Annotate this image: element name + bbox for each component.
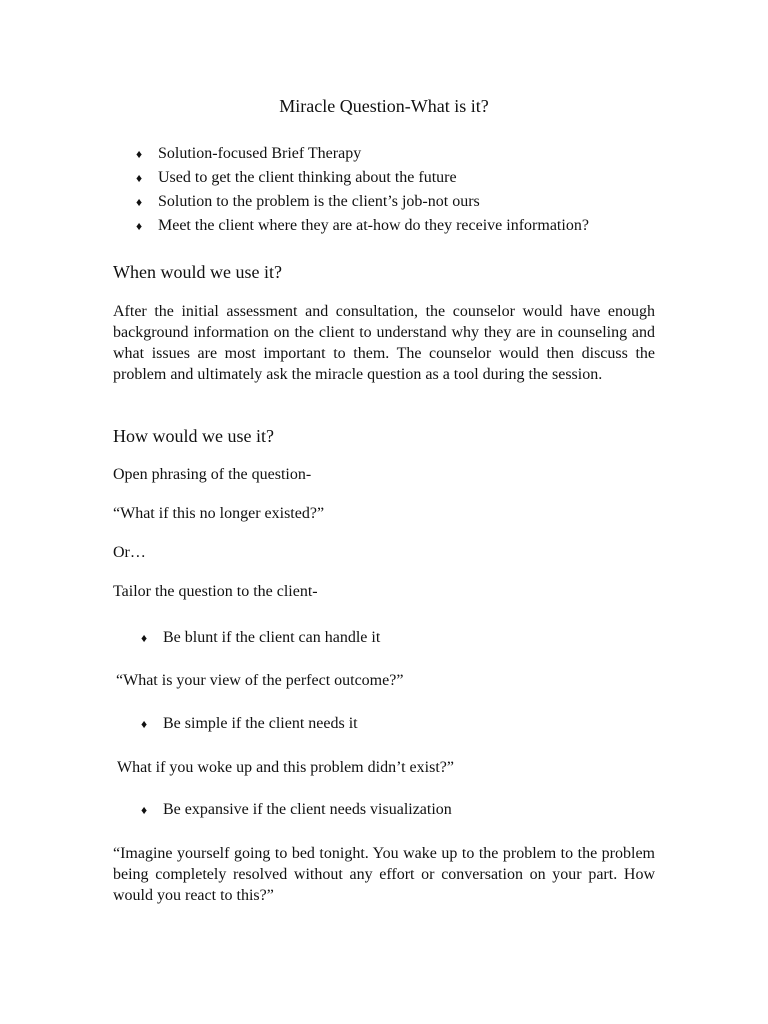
expansive-quote: “Imagine yourself going to bed tonight. You wake up to the problem to the problem being completely resolved without any effort or conversation on your part. How would you react to this?”: [113, 845, 655, 904]
diamond-bullet-icon: ♦: [136, 171, 143, 185]
diamond-bullet-icon: ♦: [141, 803, 148, 817]
section-heading-when: When would we use it?: [113, 262, 282, 282]
open-phrasing-text: Open phrasing of the question-: [113, 466, 312, 483]
list-item-text: Solution-focused Brief Therapy: [158, 145, 362, 162]
diamond-bullet-icon: ♦: [141, 631, 148, 645]
list-item-text: Solution to the problem is the client’s job-not ours: [158, 193, 480, 210]
list-item: [136, 190, 589, 214]
tailor-text: Tailor the question to the client-: [113, 583, 318, 600]
section-heading-how: How would we use it?: [113, 426, 274, 446]
list-item-text: Be blunt if the client can handle it: [163, 629, 381, 646]
diamond-bullet-icon: ♦: [136, 219, 143, 233]
simple-quote: What if you woke up and this problem didn’t exist?”: [117, 759, 454, 776]
open-phrasing-quote: “What if this no longer existed?”: [113, 505, 325, 522]
list-item: [136, 166, 589, 190]
list-item-text: Meet the client where they are at-how do they receive information?: [158, 217, 589, 234]
list-item-text: Used to get the client thinking about the future: [158, 169, 457, 186]
list-item: [136, 142, 589, 166]
expansive-bullet: [141, 800, 452, 820]
diamond-bullet-icon: ♦: [136, 195, 143, 209]
simple-bullet: [141, 714, 358, 734]
or-text: Or…: [113, 544, 146, 561]
when-paragraph: After the initial assessment and consultation, the counselor would have enough background information on the client to understand why they are in counseling and what issues are most important to them. The counselor would then discuss the problem and ultimately ask the miracle question as a tool during the session.: [113, 303, 655, 383]
page-title: Miracle Question-What is it?: [279, 96, 489, 116]
list-item-text: Be expansive if the client needs visualization: [163, 801, 452, 818]
blunt-bullet: [141, 628, 380, 648]
diamond-bullet-icon: ♦: [136, 147, 143, 161]
blunt-quote: “What is your view of the perfect outcome?”: [116, 672, 404, 689]
diamond-bullet-icon: ♦: [141, 717, 148, 731]
list-item-text: Be simple if the client needs it: [163, 715, 358, 732]
list-item: [136, 214, 589, 238]
intro-bullet-list: [136, 142, 589, 238]
